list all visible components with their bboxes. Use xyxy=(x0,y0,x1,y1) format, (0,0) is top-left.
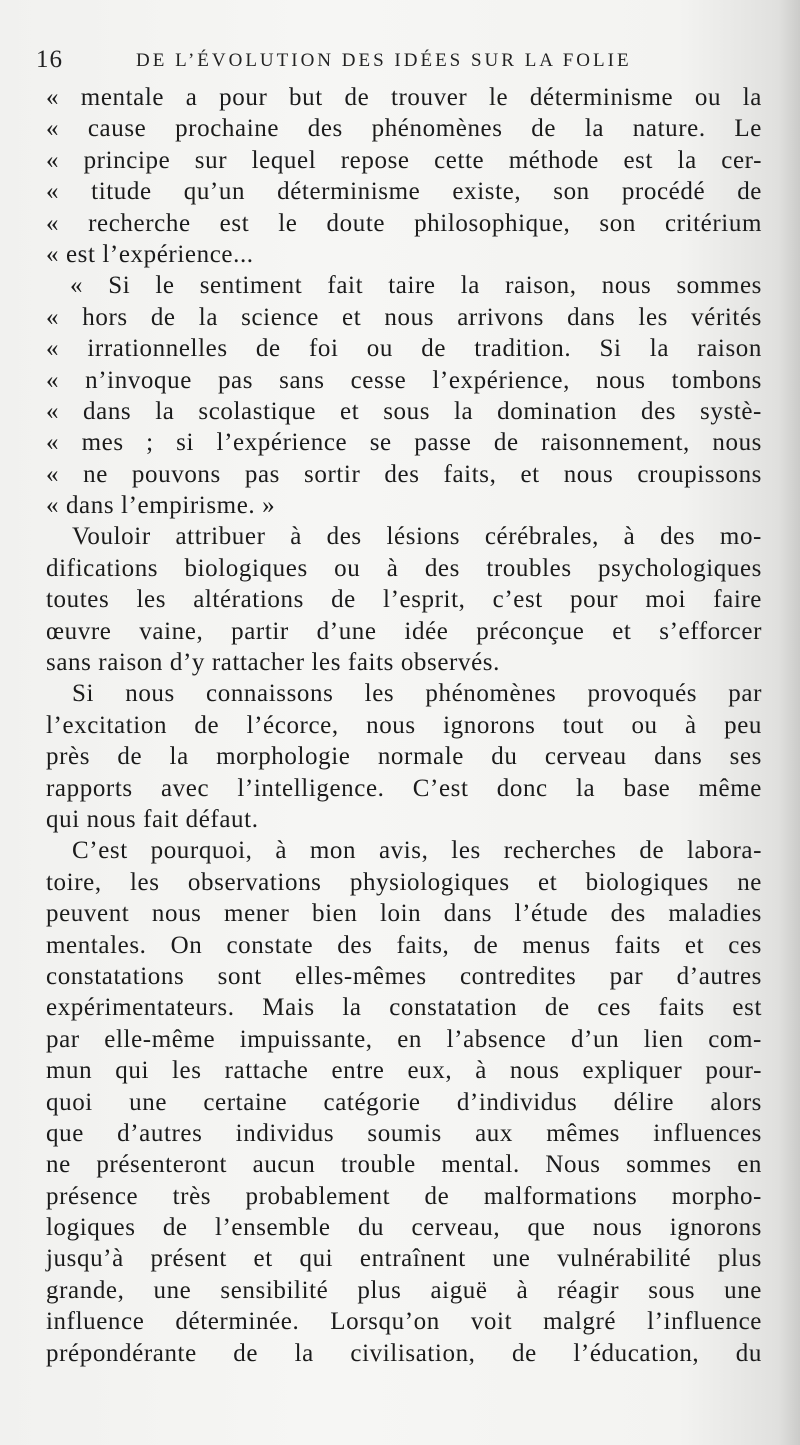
text-line: qui nous fait défaut. xyxy=(46,805,259,833)
text-line: prépondérante de la civilisation, de l’éducation, du xyxy=(46,1339,762,1367)
text-line: influence déterminée. Lorsqu’on voit malgré l’influence xyxy=(46,1308,762,1336)
text-line: « hors de la science et nous arrivons dans les vérités xyxy=(46,303,762,331)
page-number: 16 xyxy=(36,46,63,73)
text-line: par elle-même impuissante, en l’absence d’un lien com- xyxy=(46,1025,762,1053)
text-line: quoi une certaine catégorie d’individus délire alors xyxy=(46,1088,762,1116)
text-line: près de la morphologie normale du cerveau dans ses xyxy=(46,743,762,771)
text-line: sans raison d’y rattacher les faits observés. xyxy=(46,649,500,677)
text-line: « titude qu’un déterminisme existe, son procédé de xyxy=(46,178,762,206)
text-line: peuvent nous mener bien loin dans l’étude des maladies xyxy=(46,900,762,928)
running-title: DE L’ÉVOLUTION DES IDÉES SUR LA FOLIE xyxy=(136,50,632,71)
text-line: « mentale a pour but de trouver le déterminisme ou la xyxy=(46,84,762,111)
text-line: présence très probablement de malformations morpho- xyxy=(46,1182,762,1210)
text-line: « mes ; si l’expérience se passe de raisonnement, nous xyxy=(46,429,762,457)
body-text xyxy=(46,82,762,1369)
text-line: expérimentateurs. Mais la constatation de ces faits est xyxy=(46,994,762,1022)
text-line: « Si le sentiment fait taire la raison, nous sommes xyxy=(70,272,762,300)
text-line: « n’invoque pas sans cesse l’expérience, nous tombons xyxy=(46,366,762,394)
text-line: mun qui les rattache entre eux, à nous expliquer pour- xyxy=(46,1057,762,1085)
text-line: ne présenteront aucun trouble mental. Nous sommes en xyxy=(46,1151,762,1179)
text-line: « dans la scolastique et sous la domination des systè- xyxy=(46,397,762,425)
page-header xyxy=(36,38,756,78)
text-line: œuvre vaine, partir d’une idée préconçue et s’efforcer xyxy=(46,617,762,645)
text-line: « irrationnelles de foi ou de tradition. Si la raison xyxy=(46,335,762,363)
text-line: « cause prochaine des phénomènes de la nature. Le xyxy=(46,115,762,143)
text-line: Si nous connaissons les phénomènes provoqués par xyxy=(72,680,762,708)
text-line: « principe sur lequel repose cette méthode est la cer- xyxy=(46,146,762,174)
text-line: toutes les altérations de l’esprit, c’est pour moi faire xyxy=(46,586,762,614)
text-line: rapports avec l’intelligence. C’est donc la base même xyxy=(46,774,762,802)
text-line: jusqu’à présent et qui entraînent une vulnérabilité plus xyxy=(46,1245,762,1273)
text-line: C’est pourquoi, à mon avis, les recherches de labora- xyxy=(72,837,762,865)
text-line: « ne pouvons pas sortir des faits, et nous croupissons xyxy=(46,460,762,488)
text-line: logiques de l’ensemble du cerveau, que nous ignorons xyxy=(46,1214,762,1242)
text-line: « recherche est le doute philosophique, son critérium xyxy=(46,209,762,237)
text-line: l’excitation de l’écorce, nous ignorons tout ou à peu xyxy=(46,711,762,739)
text-line: Vouloir attribuer à des lésions cérébrales, à des mo- xyxy=(72,523,762,551)
text-line: toire, les observations physiologiques et biologiques ne xyxy=(46,868,762,896)
text-line: que d’autres individus soumis aux mêmes influences xyxy=(46,1119,762,1147)
text-line: grande, une sensibilité plus aiguë à réagir sous une xyxy=(46,1276,762,1304)
text-line: constatations sont elles-mêmes contredites par d’autres xyxy=(46,962,762,990)
page-edge-shadow xyxy=(778,0,800,1445)
text-line: mentales. On constate des faits, de menus faits et ces xyxy=(46,931,762,959)
text-line: difications biologiques ou à des troubles psychologiques xyxy=(46,554,762,582)
text-line: « est l’expérience... xyxy=(46,240,254,268)
text-line: « dans l’empirisme. » xyxy=(46,492,276,520)
